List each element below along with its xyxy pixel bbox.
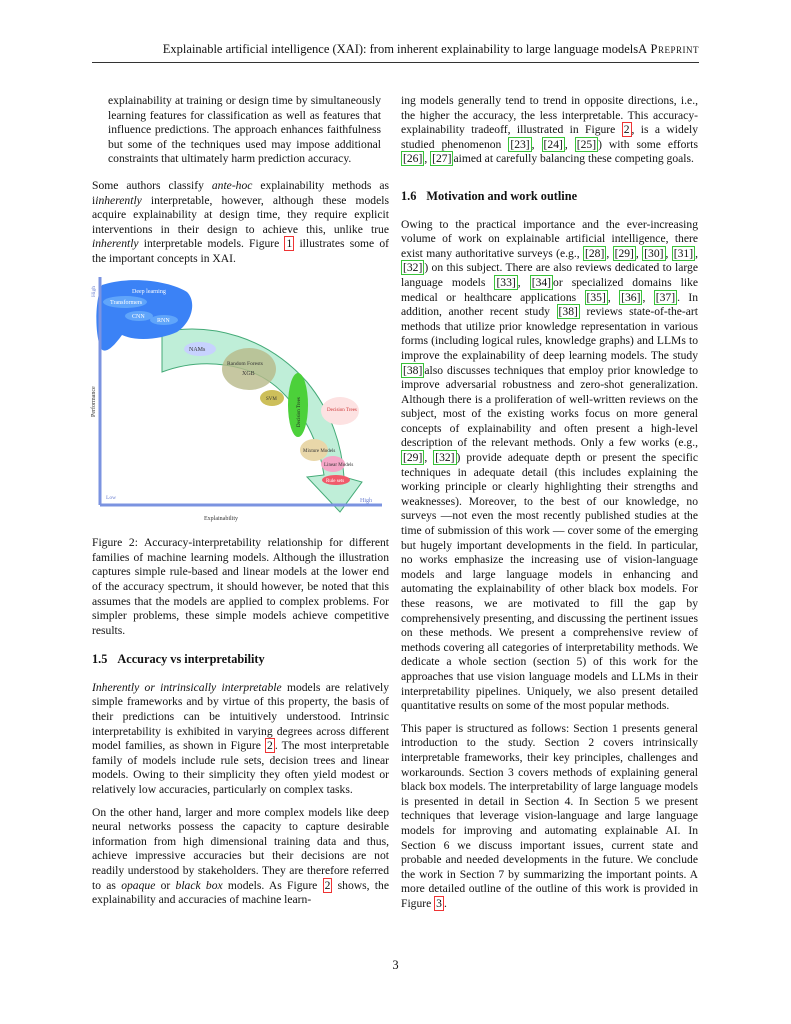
label-decision-trees: Decision Trees <box>327 407 357 413</box>
paragraph-complex-models: On the other hand, larger and more complex models like deep neural networks possess the capacity to capture desirable information from high dimensional training data and thus, achieve impressive accuracies but their decisions are not readily understood by stakeholders. They are therefore referred to as opaque or black box models. As Figure 2 shows, the explainability and accuracies of machine learn- <box>92 805 389 907</box>
label-svm: SVM <box>266 396 277 402</box>
label-transformers: Transformers <box>110 299 143 306</box>
y-high-label: High <box>91 285 97 297</box>
label-nams: NAMs <box>189 346 206 353</box>
citation-link[interactable]: [24] <box>543 137 563 151</box>
label-random-forests: Random Forests <box>227 360 263 367</box>
y-axis-label: Performance <box>91 385 97 417</box>
citation-link[interactable]: [29] <box>403 451 423 465</box>
paragraph-motivation: Owing to the practical importance and the ever-increasing volume of work on explainable artificial intelligence, there exist many authoritative surveys (e.g., [28] , [29] , [30] , [31] , [32] ) on this subject. There are also reviews dedicated to large language models [33] , [34] or specialized domains like medical or healthcare applications [35] , [36] , [37] . In addition, another recent study [38] reviews state-of-the-art methods that utilize prior knowledge representation in various forms (including logical rules, knowledge graphs) and LLMs to improve the explainability of deep learning models. The study [38] also discusses techniques that employ prior knowledge to improve adversarial robustness and zero-shot generalization. Although there is a proliferation of well-written reviews on the subject, most of the existing works focus on more general concepts of explainability and often present a high-level description of the relevant methods. Only a few works (e.g., [29] , [32] ) provide adequate depth or present the specific techniques in adequate detail (this includes explaining the working principle or clearly highlighting their strengths and weaknesses). Moreover, to the best of our knowledge, no surveys —not even the most recently published studies at the time of submission of this work — cover some of the emerging but hugely important developments in the field. In particular, no works emphasize the increasing use of vision-language models and large language models in enhancing and automating the explainability of other black box models. For these reasons, we are motivated to fill the gap by comprehensively presenting, and discussing the pertinent issues on these methods. We present a comprehensive review of methods covering all categories of interpretability methods. We dedicate a whole section (section 5) of this work for the approaches that use vision language models and LLMs in their interpretability pipelines. Uniquely, we also present detailed quantitative results on some of the most popular methods. <box>401 217 699 713</box>
citation-link[interactable]: [32] <box>435 451 455 465</box>
citation-link[interactable]: [27] <box>432 152 452 166</box>
figure-ref-link[interactable]: 1 <box>286 237 293 251</box>
citation-link[interactable]: [38] <box>558 305 578 319</box>
figure-ref-link[interactable]: 2 <box>623 123 630 137</box>
x-axis-label: Explainability <box>204 515 238 522</box>
citation-link[interactable]: [26] <box>403 152 423 166</box>
paragraph-tradeoff: ing models generally tend to trend in opposite directions, i.e., the higher the accuracy, the less interpretable. This accuracy-explainability tradeoff, illustrated in Figure 2 , is a widely studied phenomenon [23] , [24] , [25] ) with some efforts [26] , [27] aimed at carefully balancing these competing goals. <box>401 94 698 166</box>
label-rnn: RNN <box>157 317 170 324</box>
figure-caption: Figure 2: Accuracy-interpretability relationship for different families of machine learning models. Although the illustration captures simple rule-based and linear models at the lower end of the accuracy spectrum, it should however, be noted that this assumes that the models are applied to complex problems. For simpler problems, these simple models achieve competitive results. <box>92 536 389 637</box>
citation-link[interactable]: [36] <box>621 290 641 304</box>
figure-ref-link[interactable]: 2 <box>267 739 273 753</box>
citation-link[interactable]: [29] <box>614 246 634 260</box>
x-high-label: High <box>360 497 372 504</box>
header-tag: A Preprint <box>638 42 699 56</box>
label-linear-models: Linear Models <box>324 462 354 468</box>
citation-link[interactable]: [25] <box>576 137 597 151</box>
citation-link[interactable]: [37] <box>655 290 676 304</box>
accuracy-interpretability-chart <box>92 277 389 522</box>
label-xgb: XGB <box>242 370 255 377</box>
label-decision-trees-vertical: Decision Trees <box>297 396 302 427</box>
citation-link[interactable]: [31] <box>673 246 694 260</box>
left-column <box>92 94 389 916</box>
section-heading-1-6: 1.6 Motivation and work outline <box>401 188 578 203</box>
label-mixture-models: Mixture Models <box>303 448 336 454</box>
citation-link[interactable]: [33] <box>496 275 516 289</box>
citation-link[interactable]: [28] <box>584 246 605 260</box>
header-title: Explainable artificial intelligence (XAI): from inherent explainability to large language models <box>162 42 639 56</box>
label-cnn: CNN <box>132 313 145 320</box>
label-rule-sets: Rule sets <box>326 478 345 484</box>
paragraph-intrinsic: Inherently or intrinsically interpretable models are relatively simple frameworks and by virtue of this property, the basis of their predictions can be intuitively understood. Intrinsic interpretability is exhibited in varying degrees across different model families, as shown in Figure 2 . The most interpretable family of models include rule sets, decision trees and linear models. Owing to their simplicity they often yield modest or relatively low accuracies, particularly on complex tasks. <box>92 680 389 797</box>
citation-link[interactable]: [30] <box>644 246 664 260</box>
figure-ref-link[interactable]: 3 <box>436 896 442 910</box>
citation-link[interactable]: [23] <box>510 137 530 151</box>
paragraph-antehoc: Some authors classify ante-hoc explainability methods as iinherently interpretable, however, although these models acquire explainability at design time, they require explicit interventions in their design to achieve this, unlike true inherently interpretable models. Figure 1 illustrates some of the important concepts in XAI. <box>92 178 390 265</box>
citation-link[interactable]: [35] <box>586 290 606 304</box>
paragraph-structure: This paper is structured as follows: Section 1 presents general introduction to the study. Section 2 covers intrinsically interpretable frameworks, their key principles, challenges and workarounds. Section 3 covers methods of explaining general black box models. The interpretability of large language models is presented in detail in Section 4. In Section 5 we present techniques that leverage vision-language and large language models for improving and automating explainable AI. In Section 6 we discuss important issues, current state and probable and needed developments in the future. We conclude the work in Section 7 by summarizing the important points. A more detailed outline of the outline of this work is provided in Figure 3 . <box>401 721 698 910</box>
right-column <box>401 94 698 919</box>
citation-link[interactable]: [34] <box>531 275 552 289</box>
label-deep-learning: Deep learning <box>132 288 166 295</box>
section-heading-1-5: 1.5 Accuracy vs interpretability <box>92 652 265 667</box>
running-header <box>92 42 699 63</box>
page-number: 3 <box>392 958 399 972</box>
citation-link[interactable]: [38] <box>403 363 423 377</box>
origin-label: Low <box>106 494 117 501</box>
citation-link[interactable]: [32] <box>403 261 423 275</box>
figure-2 <box>92 277 389 527</box>
figure-ref-link[interactable]: 2 <box>324 878 331 892</box>
paragraph-indented: explainability at training or design time by simultaneously learning features for classification as well as features that influence predictions. The approach enhances faithfulness but some of the techniques used may impose additional constraints that ultimately harm prediction accuracy. <box>108 94 381 166</box>
